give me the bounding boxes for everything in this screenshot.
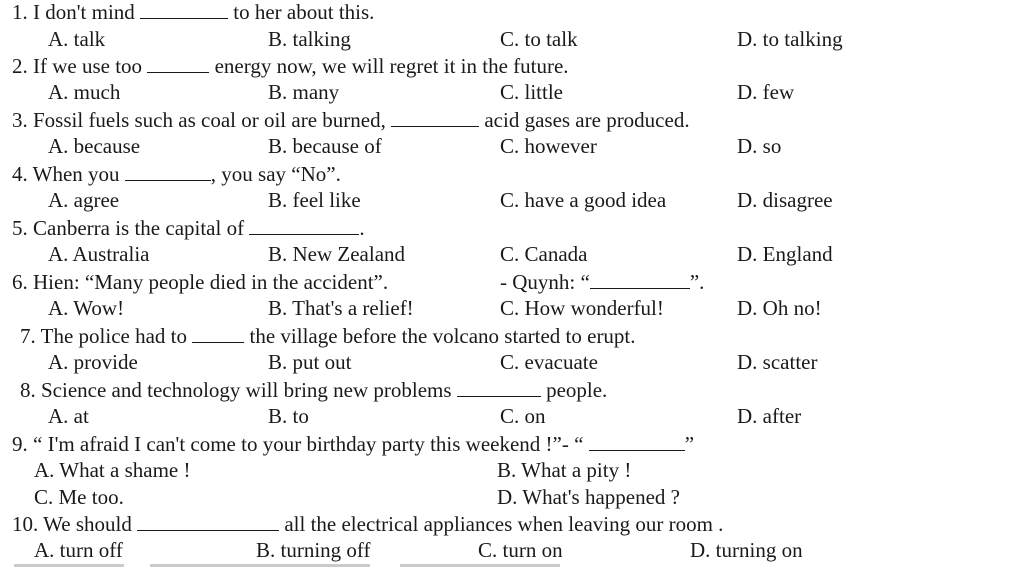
- cut-off-glyphs-2: [150, 564, 370, 567]
- question-10-option-d[interactable]: D. turning on: [690, 538, 803, 562]
- question-8-option-c[interactable]: C. on: [500, 404, 546, 428]
- question-1-option-b[interactable]: B. talking: [268, 27, 351, 51]
- question-6-option-a[interactable]: A. Wow!: [48, 296, 125, 320]
- question-4-option-d[interactable]: D. disagree: [737, 188, 833, 212]
- question-5-text-after: .: [359, 216, 365, 240]
- question-9-option-c[interactable]: C. Me too.: [34, 485, 124, 509]
- question-2-option-c[interactable]: C. little: [500, 80, 563, 104]
- question-9-text-before: 9. “ I'm afraid I can't come to your birthday party this weekend !”- “: [12, 432, 589, 456]
- question-5-option-d[interactable]: D. England: [737, 242, 833, 266]
- question-9-text-after: ”: [684, 432, 695, 456]
- question-1-blank[interactable]: [140, 2, 228, 19]
- question-9-option-b[interactable]: B. What a pity !: [497, 458, 632, 482]
- cut-off-glyphs-1: [14, 564, 124, 567]
- question-5-option-b[interactable]: B. New Zealand: [268, 242, 406, 266]
- question-10-text-after: all the electrical appliances when leaving our room .: [279, 512, 724, 536]
- question-3-stem: [12, 110, 690, 131]
- question-4-text-after: , you say “No”.: [210, 162, 341, 186]
- question-3-option-b[interactable]: B. because of: [268, 134, 382, 158]
- question-9-option-a[interactable]: A. What a shame !: [34, 458, 191, 482]
- question-1-option-c[interactable]: C. to talk: [500, 27, 578, 51]
- question-9-stem: [12, 434, 694, 455]
- question-2-option-d[interactable]: D. few: [737, 80, 795, 104]
- question-7-option-b[interactable]: B. put out: [268, 350, 352, 374]
- question-4-stem: [12, 164, 341, 185]
- question-3-blank[interactable]: [391, 110, 479, 127]
- question-5-stem: [12, 218, 365, 239]
- question-4-blank[interactable]: [125, 164, 211, 181]
- question-8-option-d[interactable]: D. after: [737, 404, 802, 428]
- question-1-text-before: 1. I don't mind: [12, 0, 141, 24]
- question-1-text-after: to her about this.: [228, 0, 375, 24]
- question-5-option-c[interactable]: C. Canada: [500, 242, 588, 266]
- question-9-option-d[interactable]: D. What's happened ?: [497, 485, 681, 509]
- question-2-stem: [12, 56, 569, 77]
- question-3-text-after: acid gases are produced.: [479, 108, 690, 132]
- question-4-text-before: 4. When you: [12, 162, 125, 186]
- cut-off-next-line: [0, 563, 1024, 568]
- question-5-option-a[interactable]: A. Australia: [48, 242, 150, 266]
- question-7-option-d[interactable]: D. scatter: [737, 350, 818, 374]
- question-6-blank[interactable]: [590, 272, 690, 289]
- question-7-stem: [20, 326, 636, 347]
- question-3-text-before: 3. Fossil fuels such as coal or oil are burned,: [12, 108, 392, 132]
- question-6-reply-before: - Quynh: “: [500, 270, 590, 294]
- question-4-option-b[interactable]: B. feel like: [268, 188, 361, 212]
- question-4-option-c[interactable]: C. have a good idea: [500, 188, 667, 212]
- question-8-text-before: 8. Science and technology will bring new problems: [20, 378, 457, 402]
- question-6-reply-after: ”.: [689, 270, 705, 294]
- question-8-option-b[interactable]: B. to: [268, 404, 309, 428]
- question-1-option-a[interactable]: A. talk: [48, 27, 106, 51]
- question-4-option-a[interactable]: A. agree: [48, 188, 120, 212]
- question-7-text-before: 7. The police had to: [20, 324, 193, 348]
- question-7-text-after: the village before the volcano started to erupt.: [244, 324, 636, 348]
- question-10-text-before: 10. We should: [12, 512, 138, 536]
- question-8-blank[interactable]: [457, 380, 541, 397]
- question-8-option-a[interactable]: A. at: [48, 404, 89, 428]
- question-8-text-after: people.: [540, 378, 608, 402]
- question-2-option-a[interactable]: A. much: [48, 80, 121, 104]
- question-2-blank[interactable]: [147, 56, 209, 73]
- question-10-blank[interactable]: [137, 514, 279, 531]
- question-1-stem: [12, 2, 374, 23]
- question-10-option-c[interactable]: C. turn on: [478, 538, 563, 562]
- question-10-option-b[interactable]: B. turning off: [256, 538, 371, 562]
- question-5-blank[interactable]: [249, 218, 359, 235]
- question-2-option-b[interactable]: B. many: [268, 80, 340, 104]
- question-2-text-before: 2. If we use too: [12, 54, 148, 78]
- question-1-option-d[interactable]: D. to talking: [737, 27, 843, 51]
- question-3-option-c[interactable]: C. however: [500, 134, 597, 158]
- question-8-stem: [20, 380, 607, 401]
- question-7-option-a[interactable]: A. provide: [48, 350, 138, 374]
- question-6-stem: 6. Hien: “Many people died in the accident”.: [12, 270, 389, 294]
- question-9-blank[interactable]: [589, 434, 685, 451]
- question-10-stem: [12, 514, 723, 535]
- question-6-option-c[interactable]: C. How wonderful!: [500, 296, 664, 320]
- question-5-text-before: 5. Canberra is the capital of: [12, 216, 250, 240]
- question-6-option-b[interactable]: B. That's a relief!: [268, 296, 414, 320]
- question-2-text-after: energy now, we will regret it in the future.: [209, 54, 569, 78]
- question-3-option-d[interactable]: D. so: [737, 134, 782, 158]
- question-10-option-a[interactable]: A. turn off: [34, 538, 123, 562]
- question-6-reply: [500, 272, 704, 293]
- question-7-option-c[interactable]: C. evacuate: [500, 350, 598, 374]
- cut-off-glyphs-3: [400, 564, 560, 567]
- question-6-option-d[interactable]: D. Oh no!: [737, 296, 822, 320]
- question-3-option-a[interactable]: A. because: [48, 134, 141, 158]
- question-7-blank[interactable]: [192, 326, 244, 343]
